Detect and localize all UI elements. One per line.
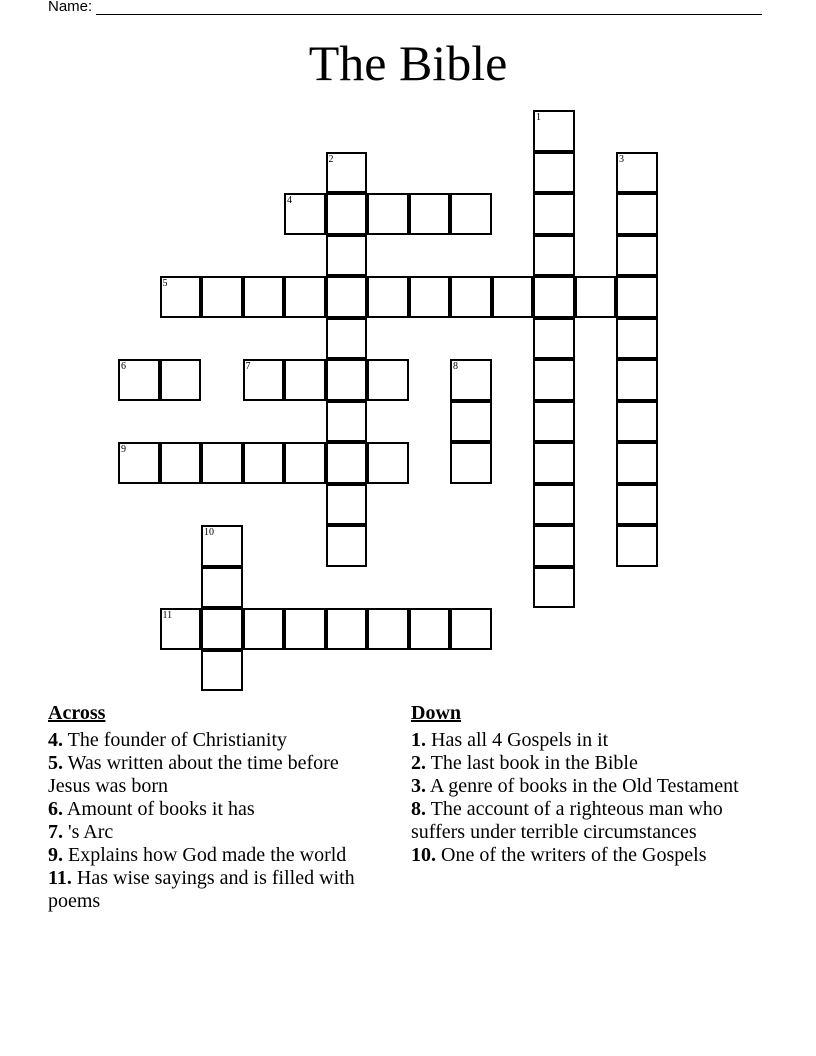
grid-cell[interactable] — [326, 401, 368, 443]
grid-cell[interactable] — [201, 442, 243, 484]
grid-cell[interactable] — [118, 442, 160, 484]
grid-cell[interactable] — [284, 276, 326, 318]
grid-cell[interactable] — [616, 276, 658, 318]
grid-cell[interactable] — [284, 359, 326, 401]
grid-cell[interactable] — [616, 442, 658, 484]
grid-cell[interactable] — [243, 359, 285, 401]
down-clue — [411, 775, 751, 798]
across-heading: Across — [48, 702, 106, 724]
grid-cell[interactable] — [533, 193, 575, 235]
grid-cell[interactable] — [243, 442, 285, 484]
grid-cell[interactable] — [450, 442, 492, 484]
clue-num: 11. — [48, 867, 72, 889]
grid-cell[interactable] — [243, 276, 285, 318]
grid-cell[interactable] — [409, 276, 451, 318]
grid-cell[interactable] — [450, 608, 492, 650]
across-clue — [48, 867, 378, 913]
clue-number: 3 — [619, 153, 624, 165]
grid-cell[interactable] — [201, 525, 243, 567]
grid-cell[interactable] — [201, 650, 243, 692]
grid-cell[interactable] — [367, 193, 409, 235]
grid-cell[interactable] — [367, 359, 409, 401]
clue-number: 8 — [453, 361, 458, 372]
grid-cell[interactable] — [533, 442, 575, 484]
down-clue — [411, 798, 751, 844]
clue-text: A genre of books in the Old Testament — [429, 775, 739, 797]
across-clues — [48, 702, 378, 913]
grid-cell[interactable] — [326, 318, 368, 360]
grid-cell[interactable] — [616, 401, 658, 443]
grid-cell[interactable] — [616, 193, 658, 235]
grid-cell[interactable] — [616, 235, 658, 277]
grid-cell[interactable] — [616, 484, 658, 526]
grid-cell[interactable] — [367, 276, 409, 318]
clue-text: The founder of Christianity — [67, 729, 288, 751]
grid-cell[interactable] — [450, 401, 492, 443]
grid-cell[interactable] — [367, 608, 409, 650]
down-clue — [411, 752, 751, 775]
clue-num: 9. — [48, 844, 63, 866]
clue-number: 10 — [204, 527, 214, 538]
clue-num: 6. — [48, 798, 63, 820]
clue-number: 1 — [536, 112, 541, 123]
grid-cell[interactable] — [326, 525, 368, 567]
clue-text: Has wise sayings and is filled with poems — [48, 867, 355, 912]
grid-cell[interactable] — [533, 110, 575, 152]
grid-cell[interactable] — [575, 276, 617, 318]
grid-cell[interactable] — [409, 608, 451, 650]
grid-cell[interactable] — [160, 359, 202, 401]
clue-text: The last book in the Bible — [430, 752, 638, 774]
clue-text: Amount of books it has — [66, 798, 255, 820]
clue-text: 's Arc — [68, 821, 114, 843]
grid-cell[interactable] — [201, 276, 243, 318]
grid-cell[interactable] — [160, 608, 202, 650]
clue-number: 2 — [328, 153, 334, 165]
grid-cell[interactable] — [201, 608, 243, 650]
clue-text: One of the writers of the Gospels — [441, 844, 707, 866]
clue-num: 7. — [48, 821, 63, 843]
grid-cell[interactable] — [492, 276, 534, 318]
clue-text: Explains how God made the world — [68, 844, 347, 866]
grid-cell[interactable] — [201, 567, 243, 609]
grid-cell[interactable] — [326, 484, 368, 526]
grid-cell[interactable] — [326, 442, 368, 484]
across-clue — [48, 798, 378, 821]
grid-cell[interactable] — [326, 152, 368, 194]
clue-num: 2. — [411, 752, 426, 774]
grid-cell[interactable] — [533, 318, 575, 360]
clue-number: 7 — [245, 361, 251, 372]
across-clue — [48, 844, 378, 867]
grid-cell[interactable] — [284, 193, 326, 235]
clue-num: 3. — [411, 775, 426, 797]
grid-cell[interactable] — [450, 276, 492, 318]
clue-num: 8. — [411, 798, 426, 820]
clue-num: 10. — [411, 844, 436, 866]
clue-text: Has all 4 Gospels in it — [431, 729, 609, 751]
grid-cell[interactable] — [160, 442, 202, 484]
grid-cell[interactable] — [533, 484, 575, 526]
across-clue — [48, 821, 378, 844]
clue-number: 9 — [121, 444, 126, 455]
grid-cell[interactable] — [616, 525, 658, 567]
clue-text: The account of a righteous man who suffers under terrible circumstances — [411, 798, 723, 843]
clue-number: 6 — [121, 361, 126, 372]
clue-num: 1. — [411, 729, 426, 751]
down-clues — [411, 702, 751, 867]
grid-cell[interactable] — [533, 276, 575, 318]
clue-num: 5. — [48, 752, 63, 774]
grid-cell[interactable] — [243, 608, 285, 650]
down-clue — [411, 729, 751, 752]
grid-cell[interactable] — [367, 442, 409, 484]
grid-cell[interactable] — [533, 235, 575, 277]
down-heading: Down — [411, 702, 462, 724]
grid-cell[interactable] — [284, 442, 326, 484]
grid-cell[interactable] — [326, 235, 368, 277]
grid-cell[interactable] — [450, 359, 492, 401]
name-label: Name: — [48, 0, 93, 15]
across-clue — [48, 729, 378, 752]
clue-num: 4. — [48, 729, 63, 751]
clue-number: 5 — [162, 278, 168, 289]
grid-cell[interactable] — [533, 359, 575, 401]
down-clue — [411, 844, 751, 867]
clue-text: Was written about the time before Jesus was born — [48, 752, 339, 797]
clue-number: 4 — [287, 195, 292, 206]
grid-cell[interactable] — [533, 152, 575, 194]
page-title: The Bible — [308, 35, 508, 91]
clue-number: 11 — [162, 610, 173, 621]
grid-cell[interactable] — [533, 401, 575, 443]
grid-cell[interactable] — [326, 359, 368, 401]
grid-cell[interactable] — [284, 608, 326, 650]
grid-cell[interactable] — [409, 193, 451, 235]
grid-cell[interactable] — [326, 608, 368, 650]
grid-cell[interactable] — [533, 567, 575, 609]
grid-cell[interactable] — [616, 359, 658, 401]
grid-cell[interactable] — [616, 152, 658, 194]
grid-cell[interactable] — [533, 525, 575, 567]
grid-cell[interactable] — [326, 193, 368, 235]
across-clue — [48, 752, 378, 798]
grid-cell[interactable] — [118, 359, 160, 401]
grid-cell[interactable] — [616, 318, 658, 360]
grid-cell[interactable] — [450, 193, 492, 235]
grid-cell[interactable] — [160, 276, 202, 318]
grid-cell[interactable] — [326, 276, 368, 318]
